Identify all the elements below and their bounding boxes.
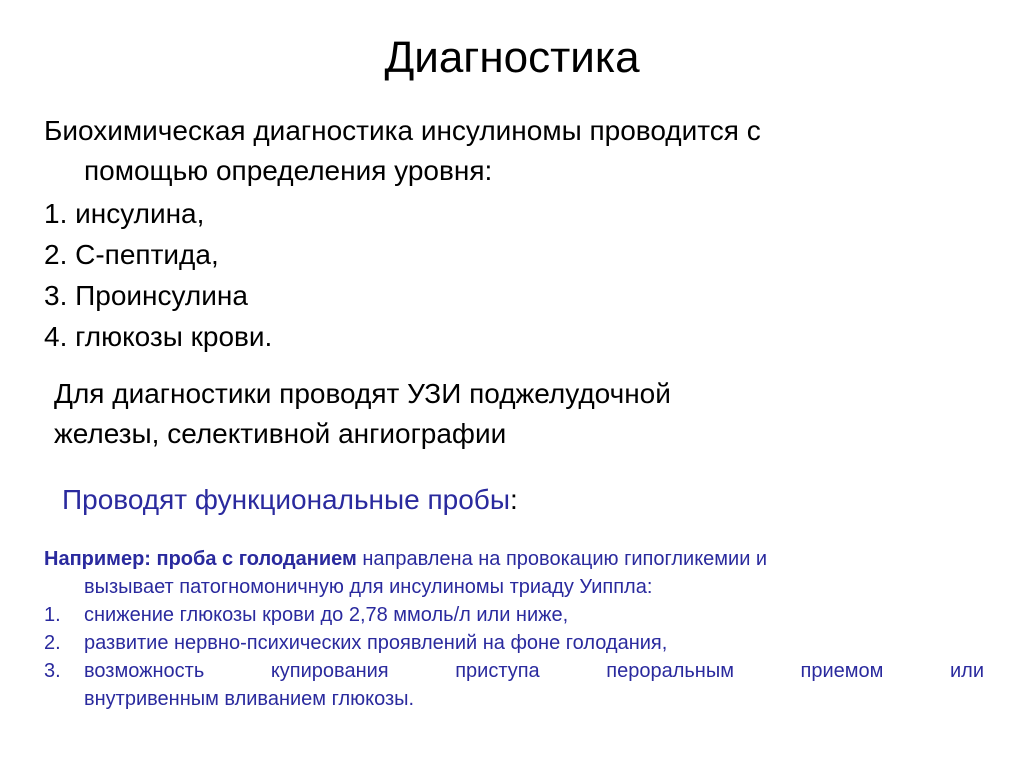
intro-paragraph (44, 111, 984, 191)
list-item (44, 629, 984, 657)
ultrasound-line-1: Для диагностики проводят УЗИ поджелудочной (54, 378, 671, 409)
functional-tests-colon: : (509, 484, 518, 515)
list-text: возможность купирования приступа пероральным приемом или (84, 660, 984, 682)
example-line-2: вызывает патогномоничную для инсулиномы триаду Уиппла: (84, 576, 653, 598)
levels-list (44, 193, 272, 357)
list-number: 1. (44, 604, 61, 626)
list-item: 1. инсулина, (44, 198, 205, 229)
intro-line-1: Биохимическая диагностика инсулиномы проводится с (44, 115, 761, 146)
ultrasound-line-2: железы, селективной ангиографии (54, 418, 507, 449)
functional-tests-text: Проводят функциональные пробы (62, 484, 510, 515)
list-item (44, 657, 984, 713)
list-text-continuation: внутривенным вливанием глюкозы. (84, 688, 415, 710)
functional-tests-heading (62, 480, 518, 520)
list-text: развитие нервно-психических проявлений на фоне голодания, (84, 632, 668, 654)
list-number: 2. (44, 632, 61, 654)
example-bold-lead: Например: проба с голоданием (44, 548, 357, 570)
ultrasound-paragraph (54, 374, 671, 454)
list-item (44, 601, 984, 629)
list-item: 3. Проинсулина (44, 280, 248, 311)
example-block (44, 545, 984, 713)
slide-title: Диагностика (384, 33, 640, 82)
example-rest-line-1: направлена на провокацию гипогликемии и (356, 548, 768, 570)
example-line-1 (44, 545, 984, 573)
list-item: 2. С-пептида, (44, 239, 219, 270)
list-item: 4. глюкозы крови. (44, 321, 273, 352)
list-text: снижение глюкозы крови до 2,78 ммоль/л или ниже, (84, 604, 569, 626)
list-number: 3. (44, 660, 61, 682)
whipple-triad-list (44, 601, 984, 713)
intro-line-2: помощью определения уровня: (84, 155, 493, 186)
